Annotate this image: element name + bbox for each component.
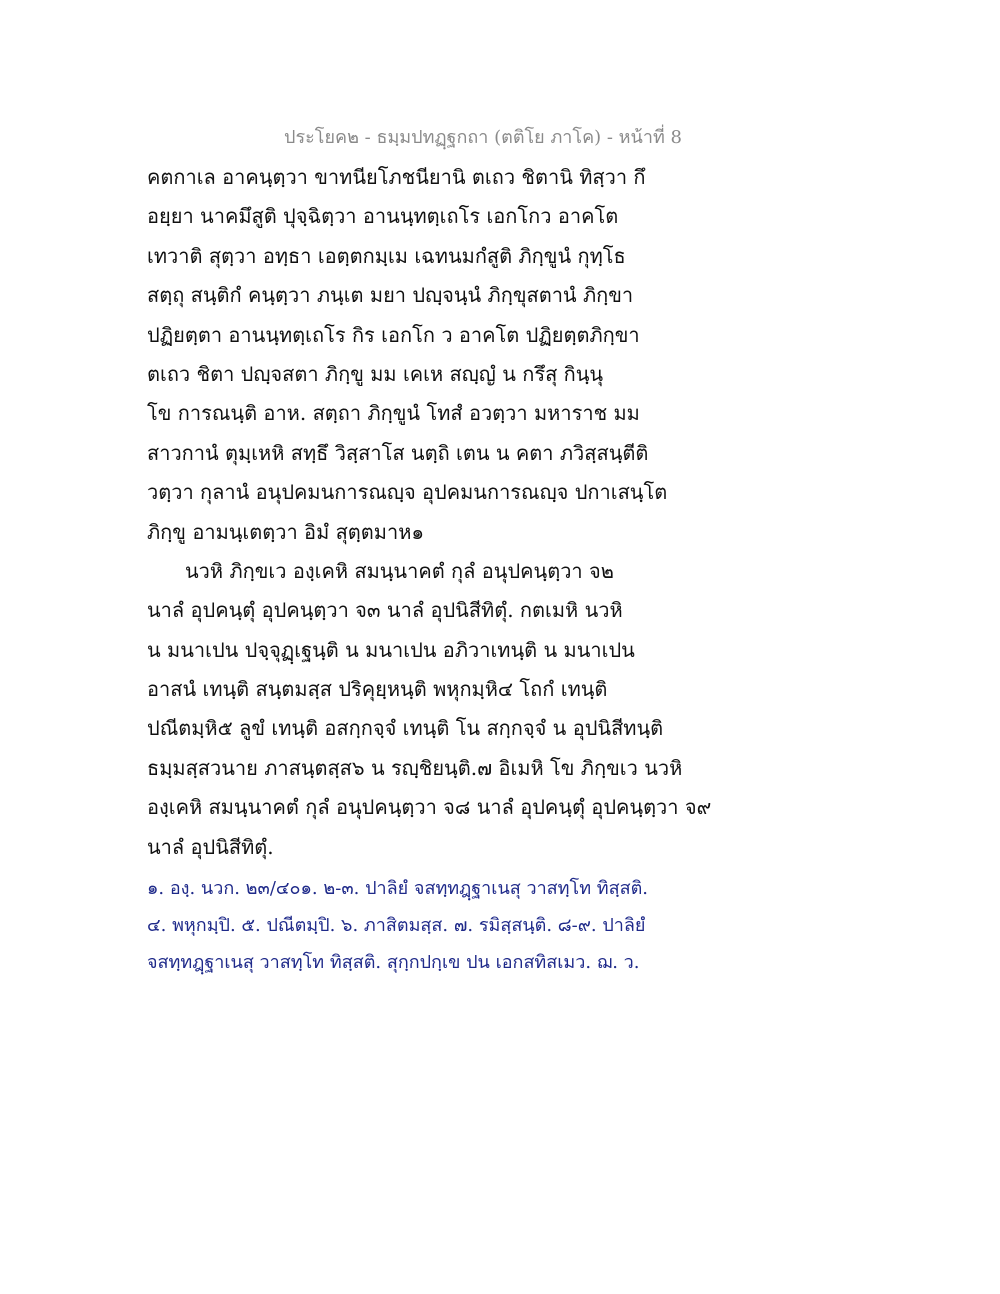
text-line: ธมฺมสฺสวนาย ภาสนฺตสฺส๖ น รญฺชิยนฺติ.๗ อิเมหิ โข ภิกฺขเว นวหิ (147, 755, 683, 780)
text-line: องฺเคหิ สมนฺนาคตํ กุลํ อนุปคนฺตฺวา จ๘ นาลํ อุปคนฺตุํ อุปคนฺตฺวา จ๙ (147, 795, 712, 820)
paragraph-start-line: นวหิ ภิกฺขเว องฺเคหิ สมนฺนาคตํ กุลํ อนุปคนฺตฺวา จ๒ (185, 558, 614, 583)
text-line: อาสนํ เทนฺติ สนฺตมสฺส ปริคุยฺหนฺติ พหุกมฺหิ๔ โถกํ เทนฺติ (147, 677, 608, 702)
text-line: ปฏิยตฺตา อานนฺทตฺเถโร กิร เอกโก ว อาคโต ปฏิยตฺตภิกฺขา (147, 322, 640, 347)
running-header: ประโยค๒ - ธมฺมปทฏฺฐกถา (ตติโย ภาโค) - หน้าที่ 8 (284, 127, 682, 148)
text-line: ภิกฺขู อามนฺเตตฺวา อิมํ สุตฺตมาห๑ (147, 519, 425, 544)
text-line: นาลํ อุปนิสีทิตุํ. (147, 834, 274, 859)
main-text (147, 158, 712, 867)
text-line: เทวาติ สุตฺวา อทฺธา เอตฺตกมฺเม เฉทนมกํสูติ ภิกฺขูนํ กุทฺโธ (147, 243, 626, 268)
text-line: วตฺวา กุลานํ อนุปคมนการณญฺจ อุปคมนการณญฺจ ปกาเสนฺโต (147, 480, 668, 505)
text-line: นาลํ อุปคนฺตุํ อุปคนฺตฺวา จ๓ นาลํ อุปนิสีทิตุํ. กตเมหิ นวหิ (147, 598, 623, 623)
footnote-line: จสทฺทฎฺฐาเนสุ วาสทฺโท ทิสฺสติ. สุกฺกปกฺเข ปน เอกสทิสเมว. ฌ. ว. (147, 952, 640, 973)
text-line: โข การณนฺติ อาห. สตฺถา ภิกฺขูนํ โทสํ อวตฺวา มหาราช มม (147, 401, 640, 426)
text-line: ปณีตมฺหิ๕ ลูขํ เทนฺติ อสกฺกจฺจํ เทนฺติ โน สกฺกจฺจํ น อุปนิสีทนฺติ (147, 716, 664, 741)
text-line: ตเถว ชิตา ปญฺจสตา ภิกฺขู มม เคเห สญฺญํ น กรึสุ กินฺนุ (147, 361, 604, 386)
text-line: สาวกานํ ตุมฺเหหิ สทฺธึ วิสฺสาโส นตฺถิ เตน น คตา ภวิสฺสนฺตีติ (147, 440, 649, 465)
footnotes (147, 870, 667, 981)
text-line: อยฺยา นาคมึสูติ ปุจฺฉิตฺวา อานนฺทตฺเถโร เอกโกว อาคโต (147, 204, 619, 229)
text-line: สตฺถุ สนฺติกํ คนฺตฺวา ภนฺเต มยา ปญฺจนฺนํ ภิกฺขุสตานํ ภิกฺขา (147, 283, 634, 308)
text-line: คตกาเล อาคนฺตฺวา ขาทนียโภชนียานิ ตเถว ชิตานิ ทิสฺวา กึ (147, 165, 646, 189)
text-line: น มนาเปน ปจฺจุฏฺเฐนฺติ น มนาเปน อภิวาเทนฺติ น มนาเปน (147, 637, 635, 662)
footnote-line: ๑. องฺ. นวก. ๒๓/๔๐๑. ๒-๓. ปาลิยํ จสทฺทฎฺฐาเนสุ วาสทฺโท ทิสฺสติ. (147, 878, 649, 899)
footnote-line: ๔. พหุกมฺปิ. ๕. ปณีตมฺปิ. ๖. ภาสิตมสฺส. ๗. รมิสฺสนฺติ. ๘-๙. ปาลิยํ (147, 915, 646, 936)
